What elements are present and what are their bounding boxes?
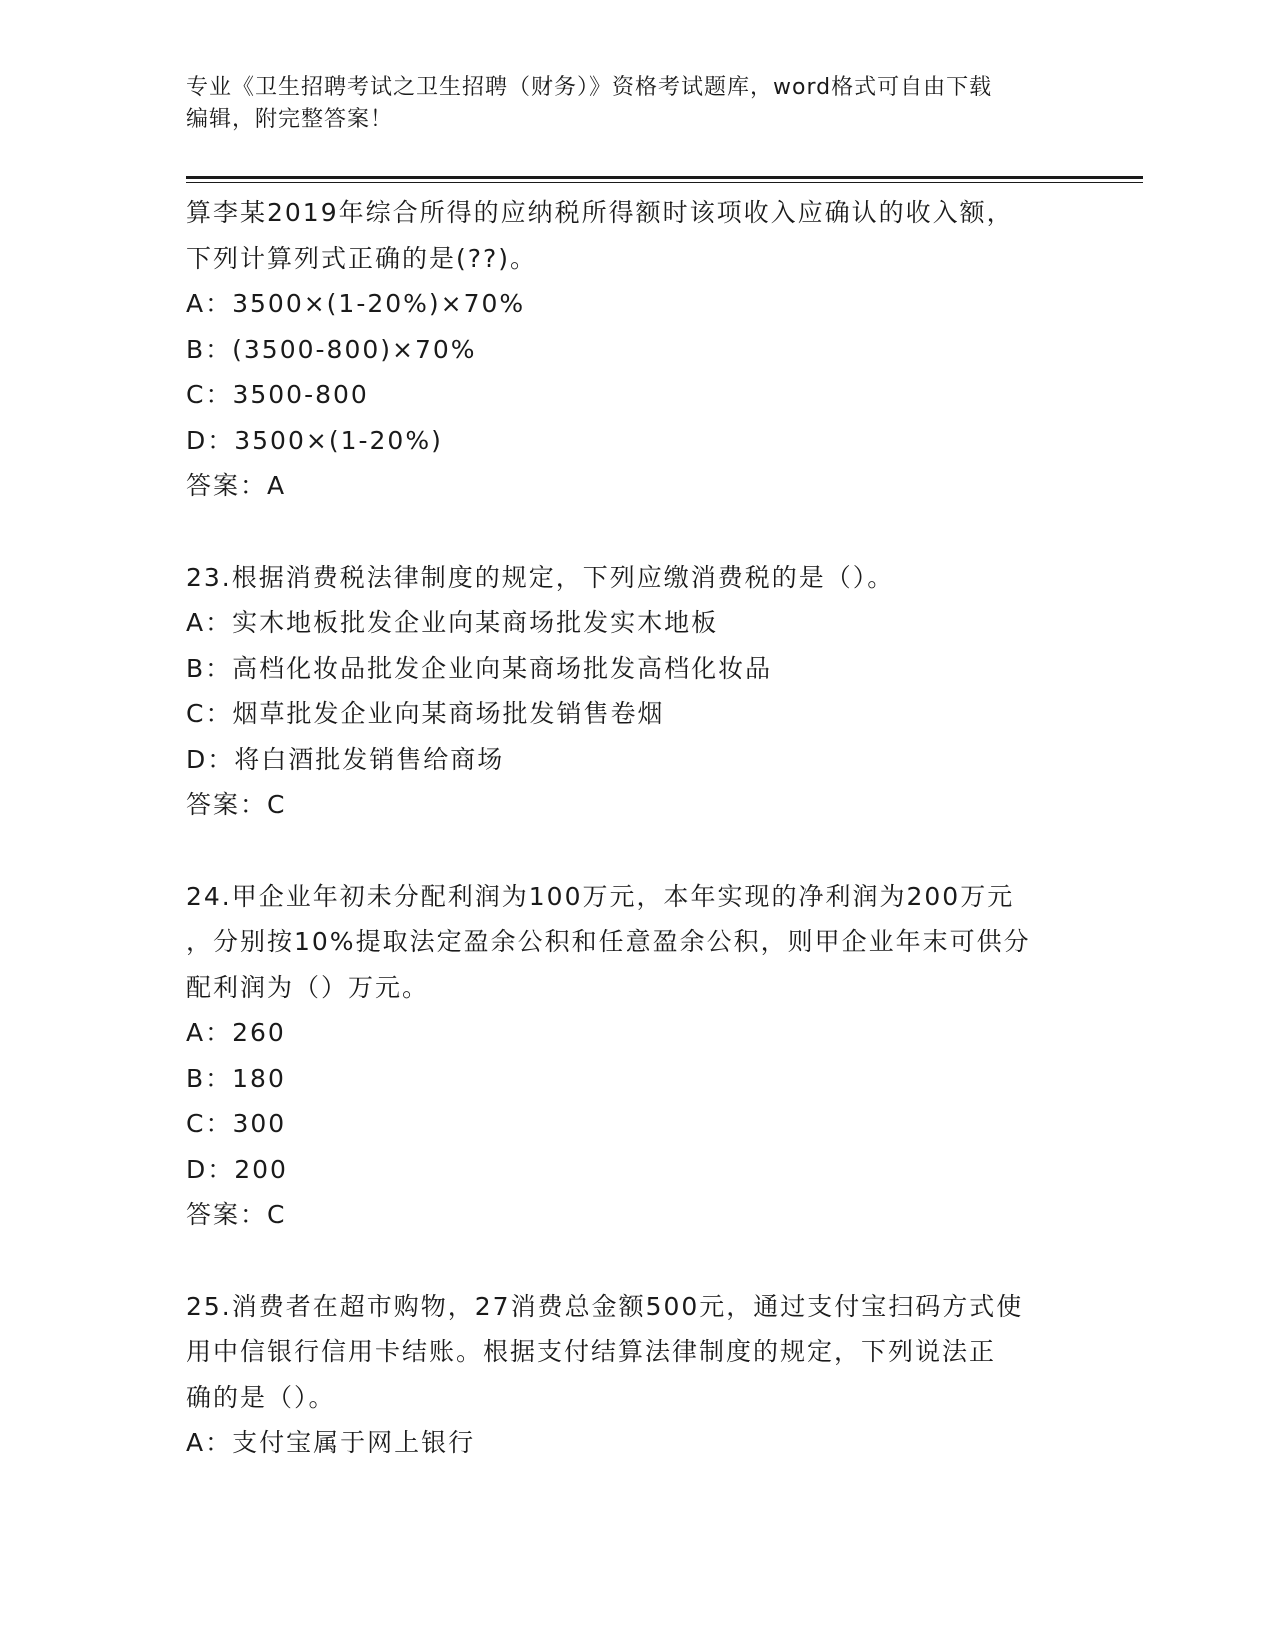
question-23-block [186,555,1086,828]
header-line-2: 编辑，附完整答案！ [186,107,394,132]
question-stem-line: 配利润为（）万元。 [186,972,430,1002]
option-d: D：将白酒批发销售给商场 [186,744,505,774]
question-stem-line: ，分别按10%提取法定盈余公积和任意盈余公积，则甲企业年末可供分 [186,927,1031,956]
question-22-block [186,190,1086,509]
question-stem-line: 25.消费者在超市购物，27消费总金额500元，通过支付宝扫码方式使 [186,1291,1024,1321]
question-stem-line: 24.甲企业年初未分配利润为100万元，本年实现的净利润为200万元 [186,881,1015,911]
option-b: B：(3500-800)×70% [186,334,477,364]
option-d: D：200 [186,1154,288,1184]
answer-line: 答案：A [186,471,287,500]
option-c: C：300 [186,1109,287,1138]
header-divider-thick [186,176,1143,179]
spacer [186,1238,1086,1284]
answer-line: 答案：C [186,1200,287,1229]
spacer [186,828,1086,874]
question-stem-line: 下列计算列式正确的是(??)。 [186,243,538,273]
header-divider-thin [186,182,1143,183]
spacer [186,509,1086,555]
option-c: C：3500-800 [186,380,369,409]
question-stem-line: 确的是（）。 [186,1382,336,1412]
option-a: A：支付宝属于网上银行 [186,1428,476,1457]
option-a: A：3500×(1-20%)×70% [186,289,526,318]
question-24-block [186,874,1086,1238]
question-stem-line: 用中信银行信用卡结账。根据支付结算法律制度的规定，下列说法正 [186,1337,997,1366]
question-content [186,190,1086,1466]
question-stem-line: 23.根据消费税法律制度的规定，下列应缴消费税的是（）。 [186,562,895,592]
document-header [186,72,1086,136]
option-b: B：180 [186,1063,286,1093]
answer-line: 答案：C [186,790,287,819]
header-line-1: 专业《卫生招聘考试之卫生招聘（财务）》资格考试题库，word格式可自由下载 [186,75,993,100]
option-a: A：260 [186,1018,286,1047]
option-b: B：高档化妆品批发企业向某商场批发高档化妆品 [186,653,773,683]
option-d: D：3500×(1-20%) [186,425,443,455]
option-a: A：实木地板批发企业向某商场批发实木地板 [186,608,719,637]
option-c: C：烟草批发企业向某商场批发销售卷烟 [186,699,665,728]
question-stem-line: 算李某2019年综合所得的应纳税所得额时该项收入应确认的收入额， [186,198,1014,227]
question-25-block [186,1284,1086,1466]
